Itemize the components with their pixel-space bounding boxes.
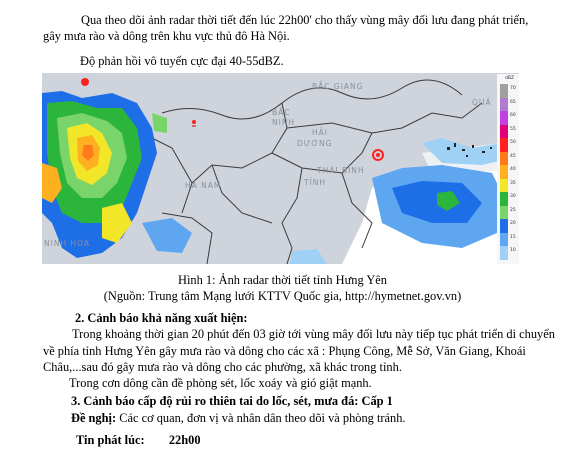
radar-map-graphic (42, 73, 519, 264)
map-label-hai-duong-2: DƯƠNG (297, 139, 333, 148)
intro-line-1: Qua theo dõi ảnh radar thời tiết đến lúc 22h00' cho thấy vùng mây đối lưu đang phát triển, (81, 13, 529, 27)
color-scale-swatch (500, 192, 508, 206)
color-scale-swatch (500, 125, 508, 139)
section-2-heading: 2. Cảnh báo khả năng xuất hiện: (75, 311, 248, 325)
issue-time-label: Tin phát lúc: (76, 433, 145, 447)
issue-time-line (76, 432, 201, 448)
section-2-paragraph-line-2: về phía tỉnh Hưng Yên gây mưa rào và dông cho các xã : Phụng Công, Mễ Sở, Văn Giang, Khoái (43, 344, 526, 358)
color-scale-swatch (500, 84, 508, 98)
figure-caption: Hình 1: Ảnh radar thời tiết tỉnh Hưng Yên (178, 273, 387, 287)
map-label-thai-binh: THÁI BÌNH (317, 166, 365, 175)
map-label-bac-ninh-2: NINH (272, 118, 296, 127)
color-scale-tick-label: 55 (510, 126, 516, 132)
map-label-bac-ninh-1: BẮC (272, 108, 291, 117)
color-scale-tick-label: 25 (510, 207, 516, 213)
color-scale-swatch (500, 206, 508, 220)
color-scale-swatch (500, 138, 508, 152)
map-label-tinh: TỈNH (304, 178, 327, 187)
color-scale-tick-label: 20 (510, 221, 516, 226)
color-scale-tick-label: 50 (510, 140, 516, 145)
figure-source: (Nguồn: Trung tâm Mạng lưới KTTV Quốc gia, http://hymetnet.gov.vn) (103, 289, 462, 303)
map-label-quang: QUẢ (472, 98, 492, 107)
map-label-bac-giang: BẮC GIANG (312, 82, 364, 91)
color-scale-tick-label: 10 (510, 248, 516, 253)
color-scale-tick-label: 15 (510, 234, 516, 240)
color-scale-tick-label: 30 (510, 194, 516, 199)
color-scale-swatch (500, 246, 508, 260)
reflectivity-text: Độ phản hồi vô tuyến cực đại 40-55dBZ. (80, 54, 284, 68)
color-scale-swatch (500, 179, 508, 193)
color-scale-unit: dBZ (505, 76, 515, 81)
intro-line-2: gây mưa rào và dông trên khu vực thủ đô Hà Nội. (43, 29, 290, 43)
map-label-ha-nam: HÀ NAM (185, 181, 222, 190)
color-scale-swatch (500, 98, 508, 112)
color-scale-tick-label: 45 (510, 153, 516, 159)
color-scale-tick-label: 70 (510, 86, 516, 91)
map-label-hai-duong-1: HẢI (312, 128, 328, 137)
color-scale-tick-label: 40 (510, 167, 516, 172)
radar-color-scale (497, 74, 519, 264)
color-scale-swatch (500, 111, 508, 125)
section-2-paragraph-2: Trong cơn dông cần đề phòng sét, lốc xoáy và gió giật mạnh. (69, 376, 372, 390)
section-2-paragraph-line-1: Trong khoảng thời gian 20 phút đến 03 giờ tới vùng mây đối lưu này tiếp tục phát triển di chuyển (72, 327, 555, 341)
color-scale-swatch (500, 152, 508, 166)
map-label-ninh-hoa: NINH HOÀ (44, 239, 90, 248)
color-scale-tick-label: 65 (510, 99, 516, 105)
color-scale-tick-label: 35 (510, 180, 516, 186)
section-2-paragraph-line-3: Châu,...sau đó gây mưa rào và dông cho các phường, xã khác trong tỉnh. (43, 360, 402, 374)
color-scale-tick-label: 60 (510, 113, 516, 118)
color-scale-swatch (500, 233, 508, 247)
color-scale-swatch (500, 165, 508, 179)
section-3-heading: 3. Cảnh báo cấp độ rủi ro thiên tai do lốc, sét, mưa đá: Cấp 1 (71, 394, 393, 408)
radar-map-image (42, 73, 519, 264)
recommendation (71, 410, 406, 426)
recommendation-label: Đề nghị: (71, 411, 117, 425)
recommendation-text: Các cơ quan, đơn vị và nhân dân theo dõi và phòng tránh. (119, 411, 406, 425)
color-scale-swatch (500, 219, 508, 233)
issue-time-value: 22h00 (168, 433, 201, 447)
